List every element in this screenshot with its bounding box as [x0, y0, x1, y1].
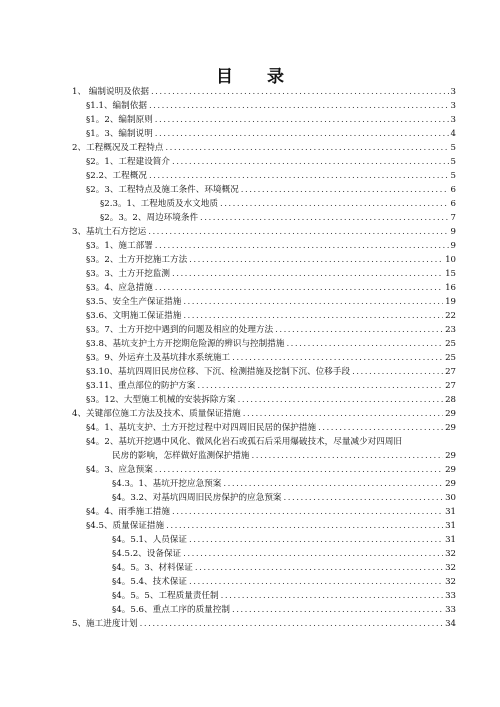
toc-entry-line[interactable]: §4。2、基坑开挖遇中风化、微风化岩石或孤石后采用爆破技术，尽量减少对四周旧: [86, 437, 403, 447]
toc-entry-page: 31: [445, 507, 456, 517]
toc-entry-label: §4.5、质量保证措施: [86, 521, 165, 531]
toc-entry[interactable]: [86, 463, 456, 477]
toc-entry[interactable]: [72, 617, 456, 631]
toc-entry-page: 5: [450, 171, 456, 181]
toc-entry[interactable]: [86, 421, 456, 435]
toc-entry[interactable]: [86, 393, 456, 407]
toc-entry-label: §2。1、工程建设简介: [86, 157, 170, 167]
toc-entry-label: §2.2、工程概况: [86, 171, 147, 181]
leader-dots: [155, 463, 443, 477]
leader-dots: [155, 239, 449, 253]
leader-dots: [189, 533, 443, 547]
toc-entry-page: 29: [445, 479, 456, 489]
toc-entry-page: 32: [445, 549, 456, 559]
toc-entry-page: 22: [445, 311, 456, 321]
leader-dots: [275, 323, 443, 337]
leader-dots: [172, 505, 443, 519]
toc-entry-label: §1。2、编制原则: [86, 115, 153, 125]
toc-entry-page: 15: [445, 269, 456, 279]
toc-entry[interactable]: [86, 351, 456, 365]
leader-dots: [149, 99, 449, 113]
leader-dots: [197, 379, 443, 393]
toc-entry-label: §2。3、工程特点及施工条件、环境概况: [86, 185, 239, 195]
toc-entry-page: 23: [445, 325, 456, 335]
leader-dots: [183, 295, 443, 309]
toc-entry[interactable]: [112, 589, 456, 603]
toc-entry-page: 25: [445, 339, 456, 349]
leader-dots: [200, 211, 448, 225]
leader-dots: [241, 183, 449, 197]
toc-entry-page: 3: [450, 101, 456, 111]
toc-entry-label: §4。5。3、材料保证: [112, 563, 193, 573]
toc-entry-label: §3。12、大型施工机械的安装拆除方案: [86, 395, 236, 405]
toc-entry-page: 6: [450, 185, 456, 195]
toc-entry-label: 2、工程概况及工程特点: [72, 143, 164, 153]
leader-dots: [172, 155, 449, 169]
toc-entry-page: 33: [445, 591, 456, 601]
toc-entry[interactable]: [86, 127, 456, 141]
toc-entry-label: §1.1、编制依据: [86, 101, 147, 111]
leader-dots: [166, 519, 443, 533]
leader-dots: [221, 589, 443, 603]
toc-entry-label: §4。3、应急预案: [86, 465, 153, 475]
toc-entry-page: 31: [445, 521, 456, 531]
toc-entry-label: 1、 编制说明及依据: [72, 87, 149, 97]
toc-entry-page: 5: [450, 143, 456, 153]
toc-entry-label: §4。3.2、对基坑四周旧民房保护的应急预案: [112, 493, 282, 503]
toc-entry[interactable]: [86, 183, 456, 197]
toc-entry-label: §3。9、外运弃土及基坑排水系统施工: [86, 353, 231, 363]
toc-entry-page: 3: [450, 87, 456, 97]
leader-dots: [155, 127, 449, 141]
leader-dots: [183, 309, 443, 323]
toc-entry-label: 3、基坑土石方挖运: [72, 227, 147, 237]
toc-entry[interactable]: [86, 365, 456, 379]
toc-entry-label: §4.3。1、基坑开挖应急预案: [112, 479, 222, 489]
toc-entry[interactable]: [86, 267, 456, 281]
toc-entry[interactable]: [72, 407, 456, 421]
toc-entry-page: 29: [445, 465, 456, 475]
toc-entry-label: §3。3、土方开挖监测: [86, 269, 170, 279]
leader-dots: [318, 421, 443, 435]
leader-dots: [149, 169, 449, 183]
leader-dots: [232, 351, 443, 365]
toc-entry[interactable]: [86, 379, 456, 393]
toc-entry-label: §4。5。5、工程质量责任制: [112, 591, 219, 601]
toc-entry-page: 19: [445, 297, 456, 307]
toc-entry-label: 民房的影响，怎样做好监测保护措施: [112, 451, 250, 461]
toc-entry-page: 25: [445, 353, 456, 363]
toc-entry[interactable]: [112, 477, 456, 491]
leader-dots: [243, 407, 443, 421]
toc-entry-label: §4.5.2、设备保证: [112, 549, 182, 559]
toc-entry-page: 28: [445, 395, 456, 405]
toc-entry[interactable]: [86, 169, 456, 183]
leader-dots: [165, 141, 448, 155]
toc-entry-page: 27: [445, 381, 456, 391]
leader-dots: [189, 575, 443, 589]
toc-entry-page: 29: [445, 451, 456, 461]
leader-dots: [223, 477, 443, 491]
leader-dots: [172, 267, 443, 281]
toc-entry-page: 5: [450, 157, 456, 167]
leader-dots: [232, 603, 443, 617]
toc-entry-label: §1。3、编制说明: [86, 129, 153, 139]
toc-entry-label: §4。5.6、重点工序的质量控制: [112, 605, 230, 615]
leader-dots: [195, 561, 443, 575]
page-title: 目 录: [216, 67, 298, 87]
toc-entry[interactable]: [86, 113, 456, 127]
toc-entry-label: §3.8、基坑支护土方开挖期危险源的辨识与控制措施: [86, 339, 285, 349]
toc-entry[interactable]: [100, 211, 456, 225]
toc-entry-label: §4。4、雨季施工措施: [86, 507, 170, 517]
toc-entry[interactable]: [86, 281, 456, 295]
toc-entry-label: §4。1、基坑支护、土方开挖过程中对四周旧民居的保护措施: [86, 423, 317, 433]
leader-dots: [151, 85, 449, 99]
toc-entry[interactable]: [112, 561, 456, 575]
toc-entry[interactable]: [86, 99, 456, 113]
toc-entry-label: §3。7、土方开挖中遇到的问题及相应的处理方法: [86, 325, 274, 335]
toc-entry[interactable]: [112, 575, 456, 589]
leader-dots: [352, 365, 443, 379]
leader-dots: [140, 617, 443, 631]
leader-dots: [220, 197, 449, 211]
toc-entry[interactable]: [112, 491, 456, 505]
toc-entry[interactable]: [112, 547, 456, 561]
toc-entry-page: 30: [445, 493, 456, 503]
toc-entry-page: 16: [445, 283, 456, 293]
toc-entry[interactable]: [86, 337, 456, 351]
toc-entry[interactable]: [86, 295, 456, 309]
leader-dots: [183, 547, 443, 561]
toc-entry-label: §3。4、应急措施: [86, 283, 153, 293]
toc-entry-label: §2.3。1、工程地质及水文地质: [100, 199, 218, 209]
toc-entry[interactable]: [72, 225, 456, 239]
toc-entry-page: 7: [450, 213, 456, 223]
toc-entry-page: 4: [450, 129, 456, 139]
toc-entry-label: §3。1、施工部署: [86, 241, 153, 251]
toc-entry-page: 34: [445, 619, 456, 629]
toc-entry-label: §3.10、基坑四周旧民房位移、下沉、检测措施及挖制下沉、位移手段: [86, 367, 351, 377]
toc-entry[interactable]: [86, 239, 456, 253]
toc-entry-label: 5、施工进度计划: [72, 619, 138, 629]
toc-entry-page: 6: [450, 199, 456, 209]
leader-dots: [189, 253, 443, 267]
toc-entry-label: §3.5、安全生产保证措施: [86, 297, 182, 307]
toc-entry-page: 31: [445, 535, 456, 545]
toc-entry-page: 9: [450, 227, 456, 237]
leader-dots: [148, 225, 448, 239]
toc-entry[interactable]: [112, 533, 456, 547]
toc-entry-page: 9: [450, 241, 456, 251]
toc-entry-label: §4。5.1、人员保证: [112, 535, 187, 545]
toc-entry[interactable]: [112, 603, 456, 617]
toc-entry-page: 32: [445, 563, 456, 573]
toc-entry-page: 10: [445, 255, 456, 265]
leader-dots: [284, 491, 444, 505]
leader-dots: [238, 393, 443, 407]
leader-dots: [252, 449, 444, 463]
toc-entry-label: 4、关键部位施工方法及技术、质量保证措施: [72, 409, 241, 419]
toc-entry[interactable]: [86, 519, 456, 533]
toc-entry-label: §3。2、土方开挖施工方法: [86, 255, 188, 265]
toc-entry-page: 3: [450, 115, 456, 125]
leader-dots: [155, 281, 443, 295]
toc-entry[interactable]: [112, 449, 456, 463]
toc-entry-page: 27: [445, 367, 456, 377]
leader-dots: [286, 337, 443, 351]
toc-entry-label: §2。3。2、周边环境条件: [100, 213, 199, 223]
toc-entry[interactable]: [86, 155, 456, 169]
toc-entry[interactable]: [86, 309, 456, 323]
toc-entry[interactable]: [100, 197, 456, 211]
toc-entry-label: §3.6、文明施工保证措施: [86, 311, 182, 321]
toc-entry-label: §3.11、重点部位的防护方案: [86, 381, 196, 391]
toc-entry[interactable]: [72, 141, 456, 155]
toc-entry[interactable]: [72, 85, 456, 99]
toc-entry-page: 32: [445, 577, 456, 587]
leader-dots: [155, 113, 449, 127]
toc-entry[interactable]: [86, 323, 456, 337]
toc-entry-page: 29: [445, 423, 456, 433]
toc-entry-page: 29: [445, 409, 456, 419]
toc-entry[interactable]: [86, 253, 456, 267]
toc-entry-label: §4。5.4、技术保证: [112, 577, 187, 587]
toc-entry-page: 33: [445, 605, 456, 615]
toc-entry[interactable]: [86, 505, 456, 519]
